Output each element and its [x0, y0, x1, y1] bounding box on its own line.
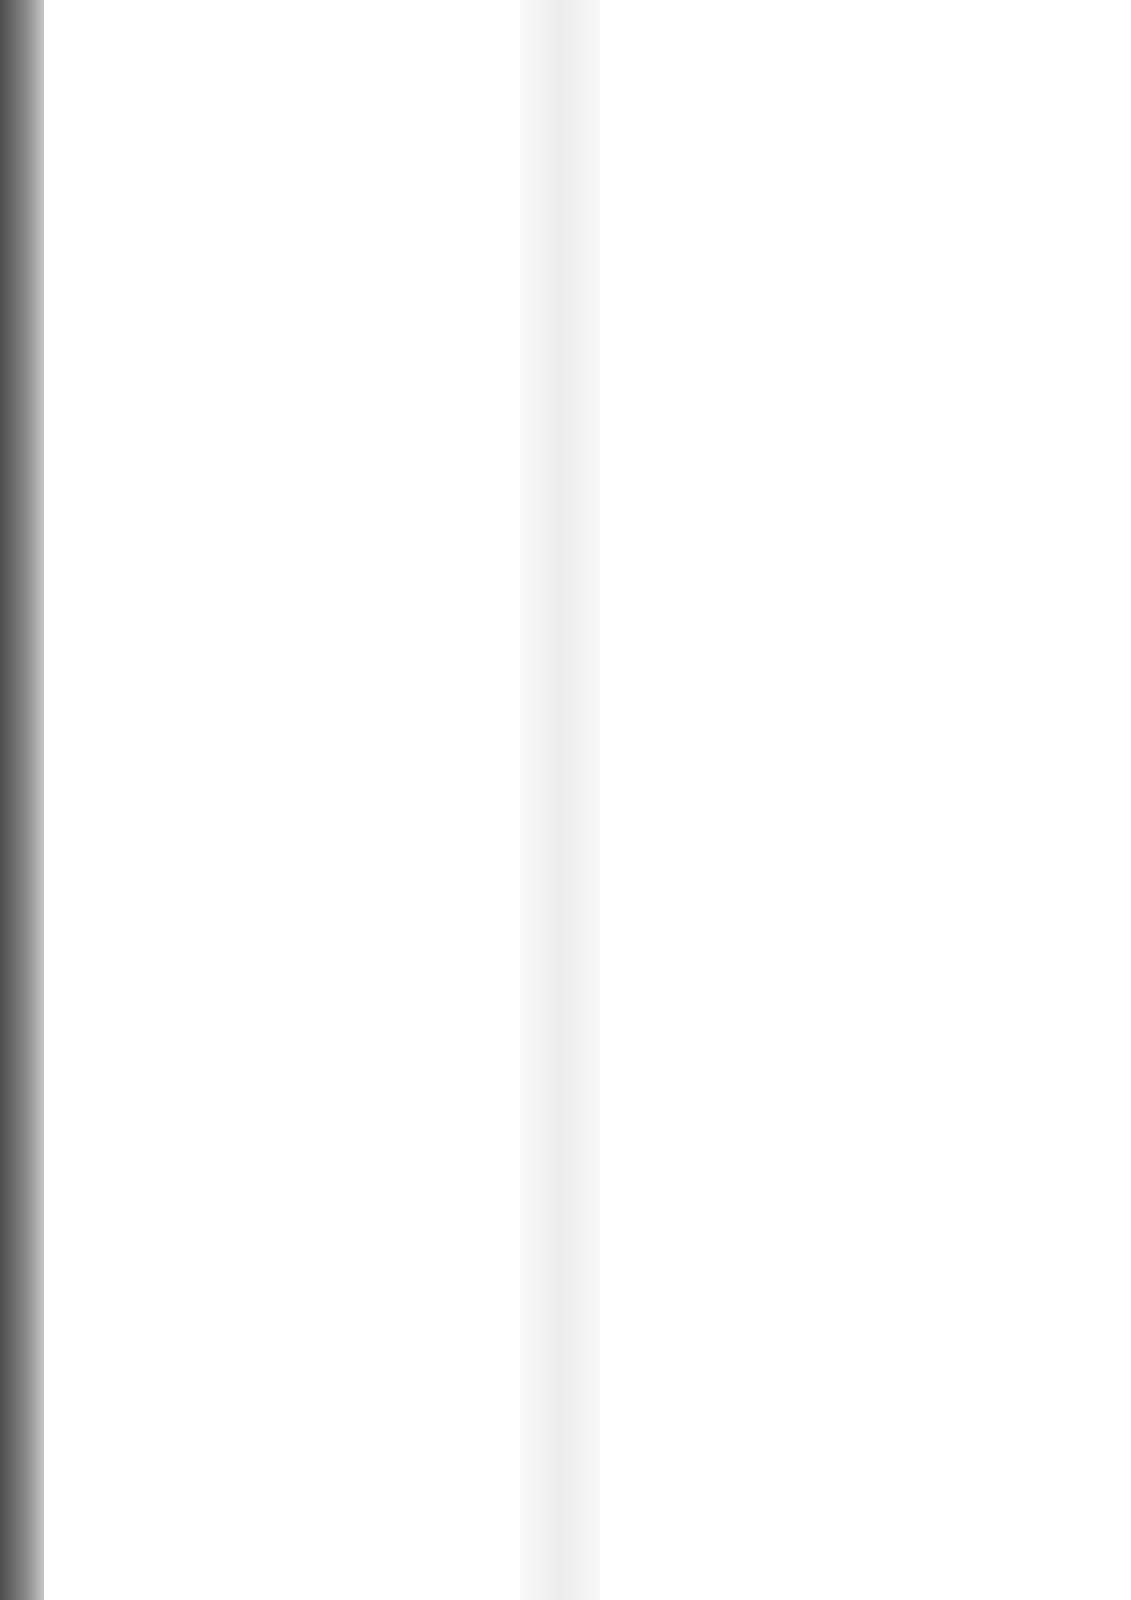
weekly-notes-page — [0, 0, 520, 1600]
daily-schedule-page — [600, 0, 1131, 1600]
book-spine-edge — [0, 0, 44, 1600]
spiral-binding — [520, 0, 600, 1600]
